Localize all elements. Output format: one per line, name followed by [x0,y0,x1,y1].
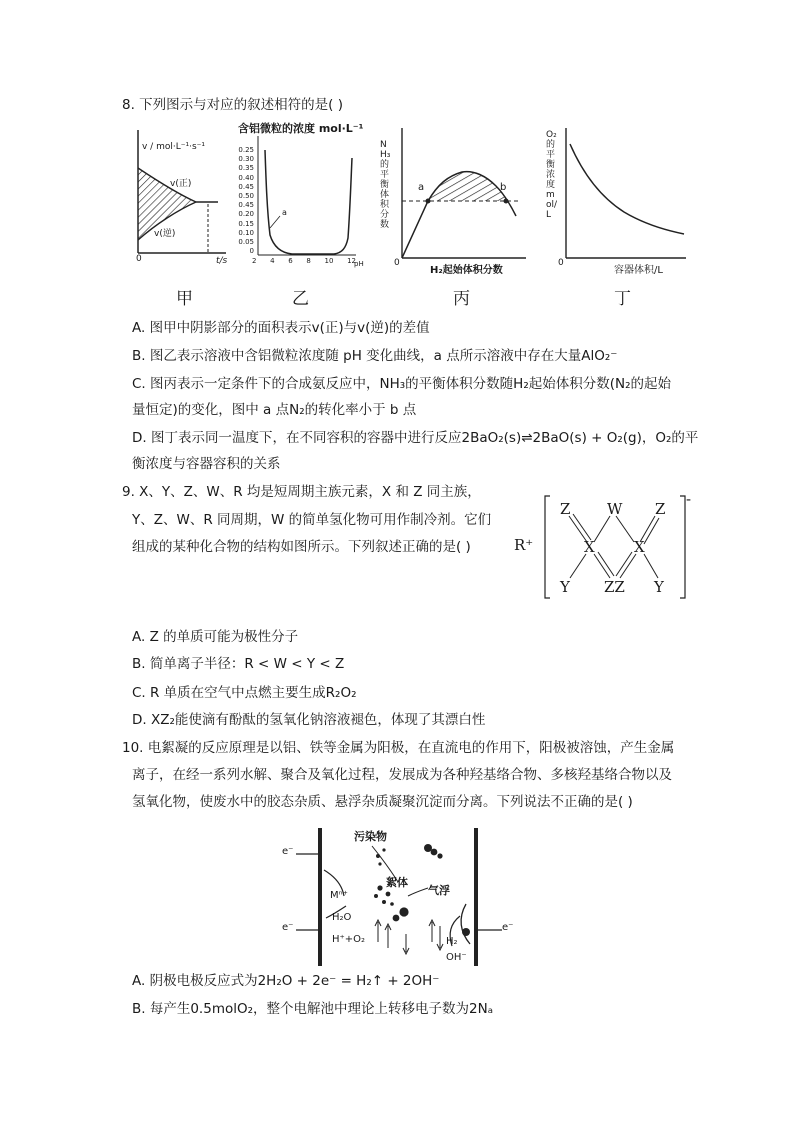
yi-title: 含铝微粒的浓度 mol·L⁻¹ [238,122,364,135]
jia-origin: 0 [136,254,142,264]
q9-stem-line3: 组成的某种化合物的结构如图所示。下列叙述正确的是( ) [132,539,471,555]
figure-jia-caption: 甲 [176,289,193,309]
jia-curve-upper-label: v(正) [170,179,192,189]
bing-point-a: a [418,182,425,193]
q8-option-d: D. 图丁表示同一温度下，在不同容积的容器中进行反应2BaO₂(s)⇌2BaO(s) + O₂(g)，O₂的平 [132,430,699,446]
q9-atom-z1: Z [560,500,571,518]
q10-option-a: A. 阴极电极反应式为2H₂O + 2e⁻ = H₂↑ + 2OH⁻ [132,973,440,989]
q10-stem-line3: 氢氧化物，使废水中的胶态杂质、悬浮杂质凝聚沉淀而分离。下列说法不正确的是( ) [132,794,633,810]
figure-yi-caption: 乙 [292,289,309,309]
q10-electron-3: e⁻ [502,922,514,933]
q8-option-d-cont: 衡浓度与容器容积的关系 [132,456,281,472]
q10-electron-2: e⁻ [282,922,294,933]
yi-yticks: 0.25 0.30 0.35 0.40 0.45 0.50 0.45 0.20 0.15 0.10 0.05 0 [238,146,254,256]
q8-option-c-cont: 量恒定)的变化，图中 a 点N₂的转化率小于 b 点 [132,402,417,418]
q9-option-d: D. XZ₂能使滴有酚酞的氢氧化钠溶液褪色，体现了其漂白性 [132,712,486,728]
q8-option-a: A. 图甲中阴影部分的面积表示v(正)与v(逆)的差值 [132,320,430,336]
q9-structure [512,492,702,604]
q10-stem-line2: 离子，在经一系列水解、聚合及氧化过程，发展成为各种羟基络合物、多核羟基络合物以及 [132,767,672,783]
yi-point-a: a [282,208,287,217]
yi-xticks: 2 4 6 8 10 12 [252,257,356,265]
figure-ding [540,124,690,274]
figure-bing-caption: 丙 [453,289,470,309]
jia-curve-lower-label: v(逆) [154,229,176,239]
bing-xlabel: H₂起始体积分数 [430,265,503,276]
q10-label-float: 气浮 [428,884,450,897]
q9-atom-z2: Z [655,500,666,518]
q9-atom-y2: Y [654,578,664,596]
figure-yi [230,120,370,270]
jia-xlabel: t/s [216,256,228,266]
q9-atom-y1: Y [560,578,570,596]
q10-electrolysis-figure [280,826,520,968]
figure-jia [128,128,228,268]
q10-label-floc: 絮体 [386,876,408,889]
q9-stem-line1: 9. X、Y、Z、W、R 均是短周期主族元素，X 和 Z 同主族， [122,484,481,500]
q9-atom-x2: X [634,538,645,556]
q10-option-b: B. 每产生0.5molO₂，整个电解池中理论上转移电子数为2Nₐ [132,1001,493,1017]
q9-cation-r: R⁺ [514,536,534,554]
q9-atom-w: W [607,500,623,518]
q9-atom-x1: X [584,538,595,556]
yi-xlabel: pH [354,260,364,268]
q9-option-c: C. R 单质在空气中点燃主要生成R₂O₂ [132,685,357,701]
q10-label-water: H₂O [332,912,352,923]
q9-stem-line2: Y、Z、W、R 同周期，W 的简单氢化物可用作制冷剂。它们 [132,512,492,528]
q10-label-metal-ion: Mⁿ⁺ [330,890,348,901]
q10-label-h2: H₂ [446,936,458,947]
q8-stem: 8. 下列图示与对应的叙述相符的是( ) [122,97,343,113]
q10-stem-line1: 10. 电絮凝的反应原理是以铝、铁等金属为阳极，在直流电的作用下，阳极被溶蚀，产生金属 [122,740,675,756]
figure-ding-caption: 丁 [614,289,631,309]
q10-electron-1: e⁻ [282,846,294,857]
figure-bing [378,124,528,274]
jia-ylabel: v / mol·L⁻¹·s⁻¹ [142,142,205,152]
bing-point-b: b [500,182,507,193]
q10-label-oh: OH⁻ [446,952,467,963]
ding-ylabel: O₂的平衡浓度 mol/L [546,130,558,220]
bing-ylabel: NH₃的平衡体积分数 [380,140,391,230]
bing-origin: 0 [394,258,400,268]
ding-xlabel: 容器体积/L [614,265,663,276]
q9-anion-charge: - [686,490,692,508]
q8-option-c: C. 图丙表示一定条件下的合成氨反应中，NH₃的平衡体积分数随H₂起始体积分数(N₂的起始 [132,376,672,392]
q8-option-b: B. 图乙表示溶液中含铝微粒浓度随 pH 变化曲线，a 点所示溶液中存在大量AlO₂⁻ [132,348,618,364]
q9-option-a: A. Z 的单质可能为极性分子 [132,629,299,645]
q10-label-h-o2: H⁺+O₂ [332,934,366,945]
q9-atom-zz: ZZ [604,578,625,596]
q9-option-b: B. 简单离子半径：R < W < Y < Z [132,656,345,672]
q10-label-pollutant: 污染物 [354,830,387,843]
ding-origin: 0 [558,258,564,268]
